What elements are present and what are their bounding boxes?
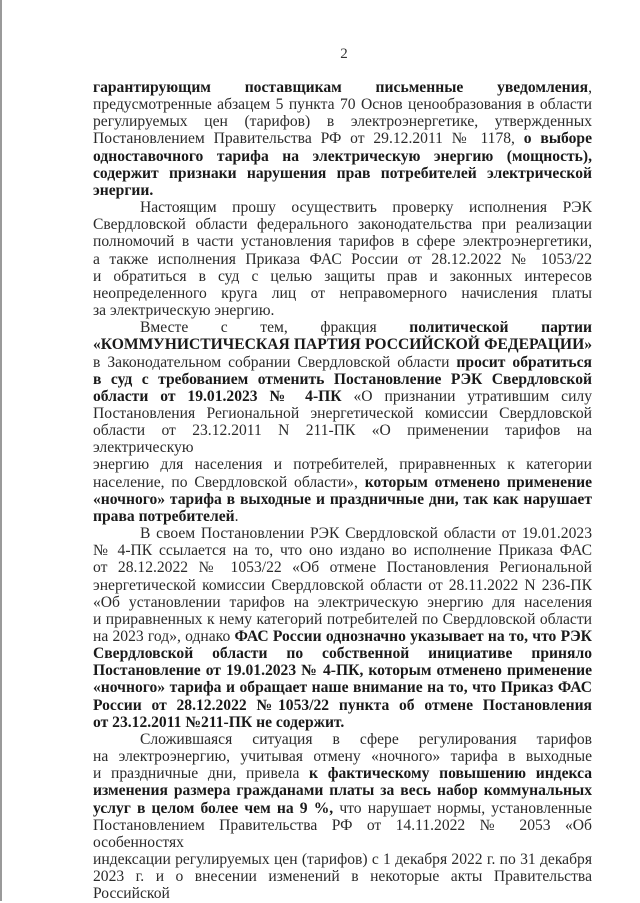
bold-text: энергии. [93, 181, 154, 199]
text-line [93, 233, 592, 250]
text-line [93, 628, 592, 645]
page-number: 2 [340, 46, 348, 62]
text: и обратиться в суд с целью защиты прав и законных интересов [93, 267, 592, 285]
text: на 2023 год», однако [93, 628, 235, 645]
text: регулируемых цен (тарифов) в электроэнергетике, утвержденных [93, 113, 592, 131]
text-line [93, 765, 592, 782]
bold-text: политической партии [409, 319, 592, 337]
text: . [234, 507, 239, 525]
text-line [93, 782, 592, 799]
text-line [93, 113, 592, 130]
text: индексации регулируемых цен (тарифов) с 1 декабря 2022 г. по 31 декабря [93, 851, 592, 869]
paragraph [93, 79, 592, 199]
bold-text: о выборе [523, 130, 592, 148]
text-line [93, 148, 592, 165]
bold-text: «КОММУНИСТИЧЕСКАЯ ПАРТИЯ РОССИЙСКОЙ ФЕДЕРАЦИИ» [93, 336, 592, 354]
text-line [93, 594, 592, 611]
text: за электрическую энергию. [93, 302, 275, 320]
text: что нарушает нормы, установленные [333, 799, 592, 817]
text: население, по Свердловской области», [93, 473, 365, 491]
text-line [93, 542, 592, 559]
text: Постановлением Правительства РФ от 29.12.2011 № 1178, [93, 130, 524, 148]
text-line [93, 336, 592, 353]
text: энергию для населения и потребителей, приравненных к категории [93, 456, 592, 474]
text-line [93, 868, 592, 902]
text: предусмотренные абзацем 5 пункта 70 Основ ценообразования в области [93, 96, 592, 114]
text: полномочий в части установления тарифов в сфере электроэнергетики, [93, 233, 592, 251]
text-line [93, 851, 592, 868]
text: Настоящим прошу осуществить проверку исполнения РЭК [140, 199, 592, 217]
text: в Законодательном собрании Свердловской области [93, 353, 457, 371]
bold-text: одноставочного тарифа на электрическую энергию (мощность), [93, 147, 592, 165]
text: Постановления Региональной энергетической комиссии Свердловской [93, 404, 592, 422]
text: 2023 г. и о внесении изменений в некоторые акты Правительства Российской [93, 868, 592, 903]
text: энергетической комиссии Свердловской области от 28.11.2022 N 236-ПК [93, 576, 592, 594]
text-line [93, 371, 592, 388]
text-line [93, 165, 592, 182]
bold-text: услуг в целом более чем на 9 %, [93, 799, 334, 817]
paragraph [93, 731, 592, 903]
paragraph [93, 319, 592, 525]
text-line [93, 302, 592, 319]
text-line [93, 697, 592, 714]
bold-text: содержит признаки нарушения прав потребителей электрической [93, 164, 592, 182]
bold-text: права потребителей [93, 507, 235, 525]
text: области от 23.12.2011 N 211-ПК «О применении тарифов на электрическую [93, 422, 592, 457]
text-line [93, 199, 592, 216]
text: и приравненных к нему категорий потребителей по Свердловской области [93, 610, 592, 628]
bold-text: изменения размера гражданами платы за весь набор коммунальных [93, 782, 592, 800]
text: а также исполнения Приказа ФАС России от 28.12.2022 № 1053/22 [93, 250, 592, 268]
text-line [93, 268, 592, 285]
paragraph [93, 525, 592, 731]
text: Свердловской области федерального законодательства при реализации [93, 216, 592, 234]
text: неопределенного круга лиц от неправомерного начисления платы [93, 284, 592, 302]
text-line [93, 96, 592, 113]
bold-text: от 23.12.2011 №211-ПК не содержит. [93, 713, 345, 731]
bold-text: ФАС России однозначно указывает на то, что РЭК [234, 628, 592, 645]
text-line [93, 748, 592, 765]
text-line [93, 491, 592, 508]
text: от 28.12.2022 № 1053/22 «Об отмене Постановления Региональной [93, 559, 592, 577]
bold-text: «ночного» тарифа и обращает наше внимание на то, что Приказ ФАС [93, 679, 592, 697]
text: , [588, 79, 592, 96]
bold-text: области от 19.01.2023 № 4-ПК [93, 387, 354, 405]
text-line [93, 422, 592, 456]
bold-text: «ночного» тарифа в выходные и праздничные дни, так как нарушает [93, 490, 592, 508]
text: № 4-ПК ссылается на то, что оно издано во исполнение Приказа ФАС [93, 542, 592, 560]
text-line [93, 800, 592, 817]
text-line [93, 731, 592, 748]
text-line [93, 645, 592, 662]
text-line [93, 714, 592, 731]
text-line [93, 319, 592, 336]
text-line [93, 182, 592, 199]
bold-text: Постановление от 19.01.2023 № 4-ПК, которым отменено применение [93, 662, 592, 680]
text-line [93, 130, 592, 147]
text: Вместе с тем, фракция [140, 319, 410, 337]
text: на электроэнергию, учитывая отмену «ночного» тарифа в выходные [93, 748, 592, 766]
text-line [93, 611, 592, 628]
text-line [93, 679, 592, 696]
text-line [93, 474, 592, 491]
bold-text: которым отменено применение [364, 473, 592, 491]
bold-text: России от 28.12.2022 №1053/22 пункта об отмене Постановления [93, 696, 592, 714]
bold-text: гарантирующим поставщикам письменные уведомления [93, 79, 589, 96]
text-line [93, 456, 592, 473]
text-line [93, 525, 592, 542]
text-line [93, 388, 592, 405]
text-line [93, 662, 592, 679]
text-line [93, 559, 592, 576]
bold-text: Свердловской области по собственной инициативе приняло [93, 645, 592, 663]
text-line [93, 79, 592, 96]
bold-text: к фактическому повышению индекса [309, 765, 592, 783]
text-line [93, 354, 592, 371]
bold-text: просит обратиться [456, 353, 592, 371]
paragraph [93, 199, 592, 319]
text-line [93, 216, 592, 233]
text: и праздничные дни, привела [93, 765, 310, 783]
text-line [93, 817, 592, 851]
text-line [93, 251, 592, 268]
text: «Об установлении тарифов на электрическую энергию для населения [93, 593, 592, 611]
bold-text: в суд с требованием отменить Постановление РЭК Свердловской [93, 370, 592, 388]
text: «О признании утратившим силу [353, 387, 592, 405]
text-line [93, 508, 592, 525]
text: Постановлением Правительства РФ от 14.11.2022 № 2053 «Об особенностях [93, 816, 592, 851]
text-line [93, 577, 592, 594]
document-body [93, 79, 592, 903]
text-line [93, 405, 592, 422]
text: Сложившаяся ситуация в сфере регулирования тарифов [140, 730, 592, 748]
text: В своем Постановлении РЭК Свердловской области от 19.01.2023 [140, 525, 592, 543]
text-line [93, 285, 592, 302]
